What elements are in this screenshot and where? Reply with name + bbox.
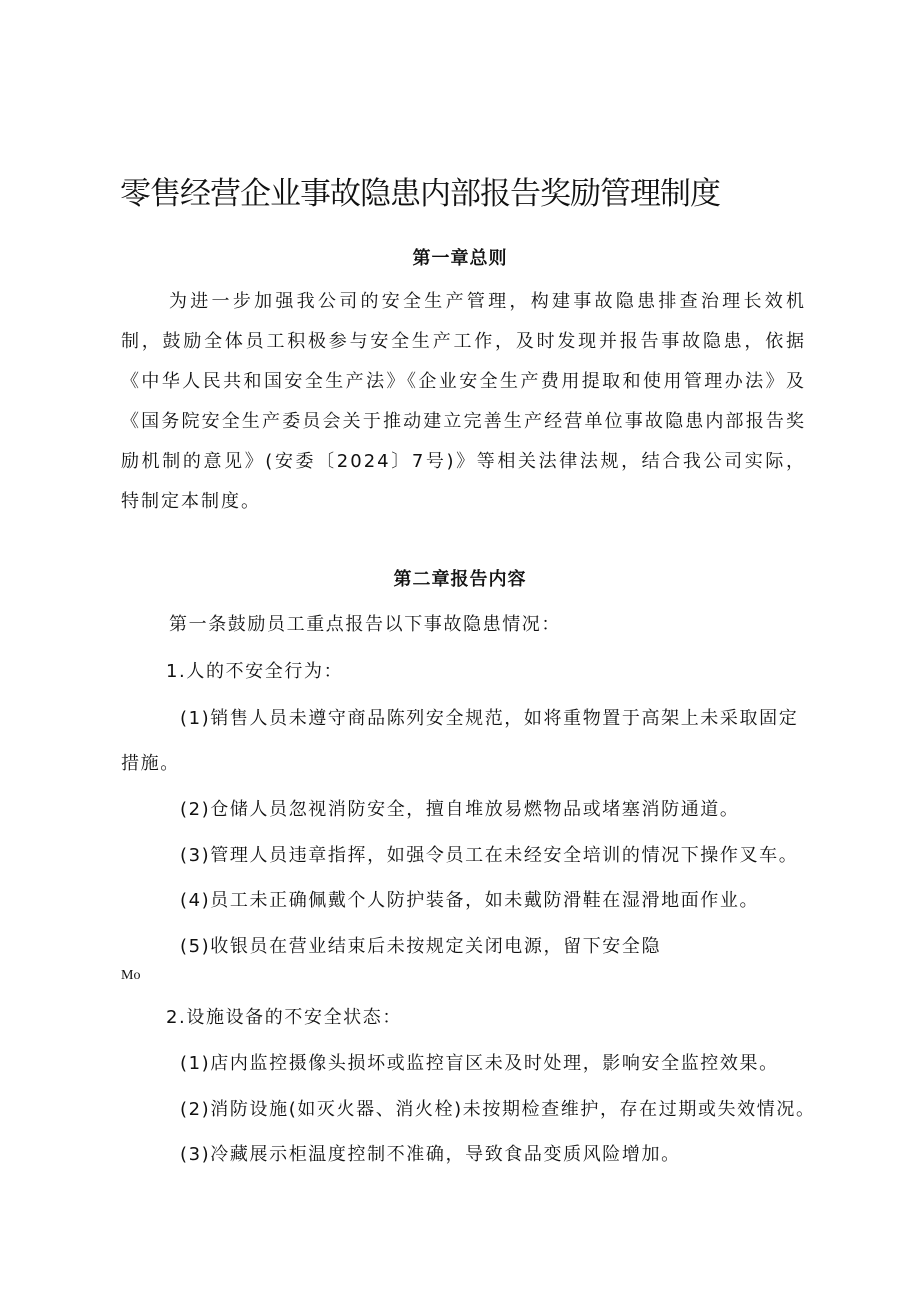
section-1-label: 1.人的不安全行为：: [166, 661, 344, 682]
section-1-item-1-line-1: (1)销售人员未遵守商品陈列安全规范，如将重物置于高架上未采取固定: [180, 708, 799, 729]
section-2-item-3: (3)冷藏展示柜温度控制不准确，导致食品变质风险增加。: [180, 1144, 681, 1165]
chapter-2-heading: 第二章报告内容: [393, 569, 527, 590]
section-2-label: 2.设施设备的不安全状态：: [166, 1007, 402, 1028]
section-1-item-4: (4)员工未正确佩戴个人防护装备，如未戴防滑鞋在湿滑地面作业。: [180, 890, 760, 911]
chapter-1-paragraph: 为进一步加强我公司的安全生产管理，构建事故隐患排查治理长效机制，鼓励全体员工积极参与安全生产工作，及时发现并报告事故隐患，依据《中华人民共和国安全生产法》《企业安全生产费用提取和使用管理办法》及《国务院安全生产委员会关于推动建立完善生产经营单位事故隐患内部报告奖励机制的意见》(安委〔2024〕7号)》等相关法律法规，结合我公司实际，特制定本制度。: [121, 291, 806, 512]
section-1-item-1-line-2: 措施。: [121, 753, 180, 774]
section-1-item-3: (3)管理人员违章指挥，如强令员工在未经安全培训的情况下操作叉车。: [180, 845, 799, 866]
chapter-1-heading: 第一章总则: [412, 248, 508, 269]
document-title: 零售经营企业事故隐患内部报告奖励管理制度: [120, 176, 720, 212]
stray-text: Mo: [121, 968, 141, 983]
article-1: 第一条鼓励员工重点报告以下事故隐患情况：: [169, 614, 561, 635]
section-2-item-2: (2)消防设施(如灭火器、消火栓)未按期检查维护，存在过期或失效情况。: [180, 1099, 816, 1120]
section-1-item-2: (2)仓储人员忽视消防安全，擅自堆放易燃物品或堵塞消防通道。: [180, 799, 740, 820]
section-2-item-1: (1)店内监控摄像头损坏或监控盲区未及时处理，影响安全监控效果。: [180, 1053, 779, 1074]
section-1-item-5: (5)收银员在营业结束后未按规定关闭电源，留下安全隐: [180, 936, 662, 957]
